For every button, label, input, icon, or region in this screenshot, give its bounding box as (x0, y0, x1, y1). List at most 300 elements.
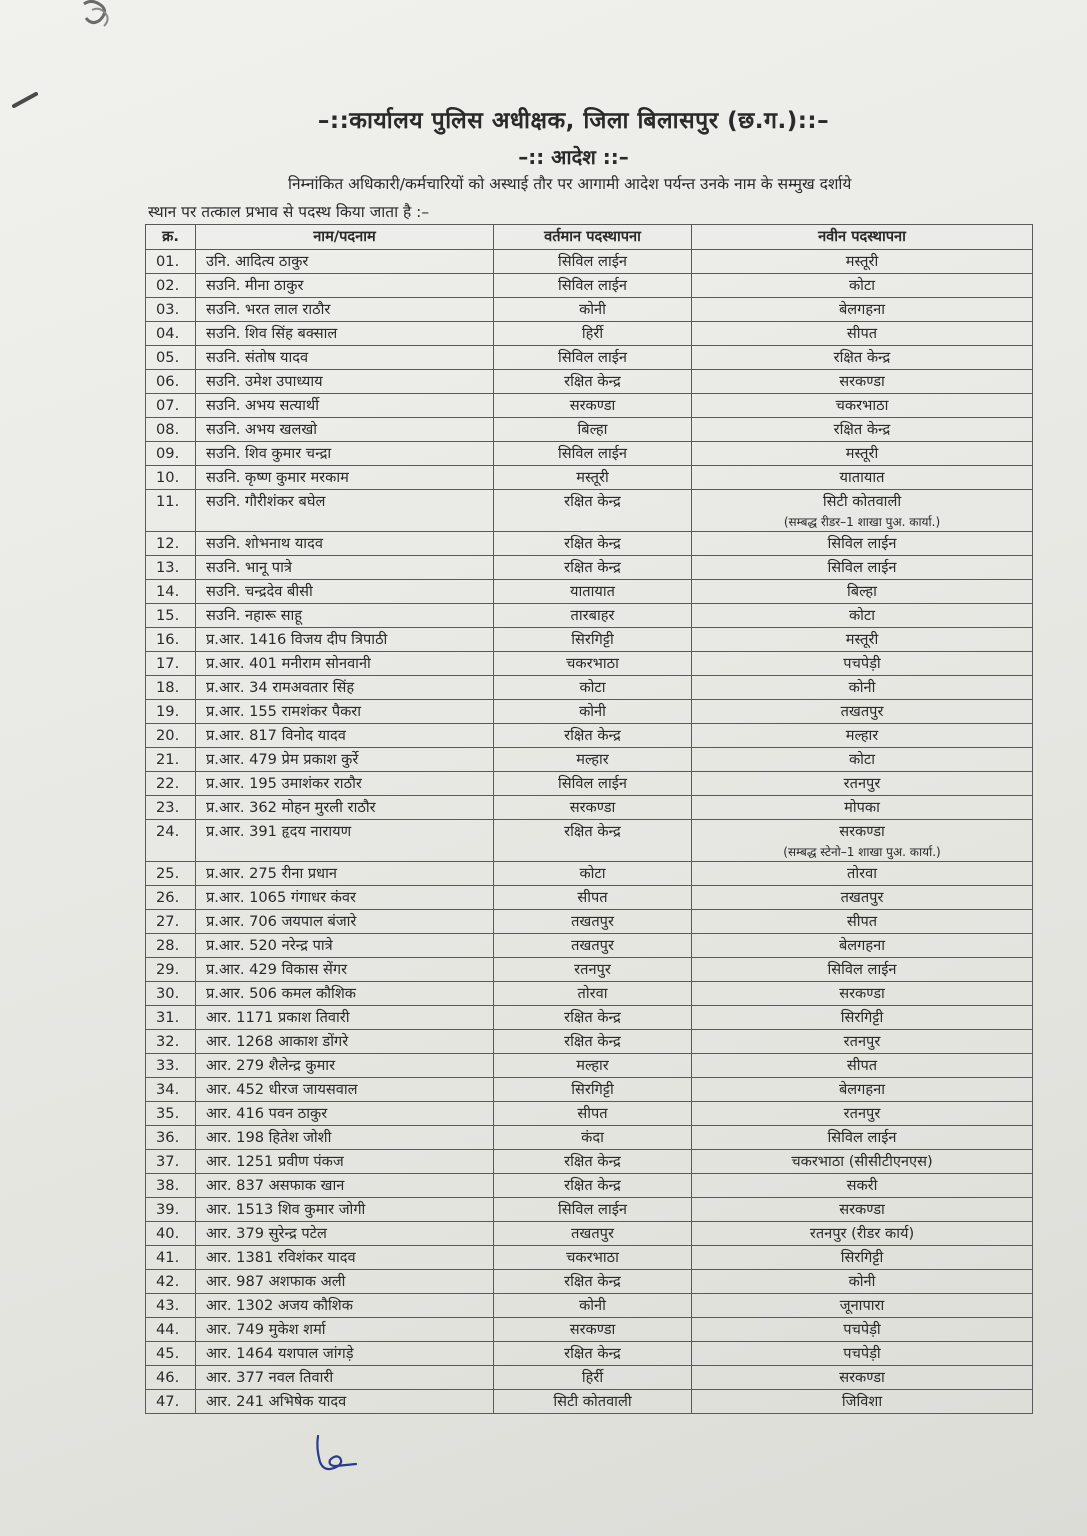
new-posting-cell (692, 346, 1033, 370)
serial-cell (146, 772, 196, 796)
name-cell (196, 1366, 494, 1390)
new-posting-cell (692, 580, 1033, 604)
name-cell (196, 724, 494, 748)
new-posting-cell-text: मस्तूरी (845, 445, 879, 462)
current-posting-cell-text: तखतपुर (571, 937, 614, 954)
new-posting-cell (692, 442, 1033, 466)
name-cell-text: सउनि. शिव कुमार चन्द्रा (206, 445, 332, 462)
serial-cell (146, 1294, 196, 1318)
current-posting-cell-text: तखतपुर (571, 1225, 614, 1242)
table-row (146, 556, 1033, 580)
serial-cell (146, 1126, 196, 1150)
new-posting-cell-text: सरकण्डा (839, 823, 885, 840)
name-cell (196, 1150, 494, 1174)
current-posting-cell-text: सिविल लाईन (557, 775, 627, 792)
table-row (146, 958, 1033, 982)
transfer-table (145, 224, 1033, 1414)
serial-cell (146, 1078, 196, 1102)
new-posting-cell (692, 1006, 1033, 1030)
current-posting-cell (494, 604, 692, 628)
current-posting-cell-text: तोरवा (577, 985, 608, 1002)
current-posting-cell-text: सिरगिट्टी (571, 631, 614, 648)
serial-cell (146, 1366, 196, 1390)
new-posting-cell-text: सीपत (846, 913, 878, 930)
name-cell (196, 394, 494, 418)
new-posting-cell-text: रतनपुर (843, 1033, 881, 1050)
serial-cell-text: 45. (156, 1345, 180, 1362)
current-posting-cell (494, 418, 692, 442)
serial-cell-text: 37. (156, 1153, 180, 1170)
current-posting-cell (494, 862, 692, 886)
current-posting-cell-text: कंदा (581, 1129, 604, 1146)
serial-cell-text: 16. (156, 631, 180, 648)
serial-cell (146, 1222, 196, 1246)
col-header-new-posting: नवीन पदस्थापना (692, 225, 1033, 250)
serial-cell-text: 46. (156, 1369, 180, 1386)
new-posting-cell-text: रक्षित केन्द्र (833, 421, 891, 438)
serial-cell-text: 21. (156, 751, 180, 768)
current-posting-cell-text: सिविल लाईन (557, 445, 627, 462)
table-row (146, 1318, 1033, 1342)
new-posting-cell (692, 418, 1033, 442)
serial-cell (146, 1246, 196, 1270)
col-header-name: नाम/पदनाम (196, 225, 494, 250)
serial-cell-text: 17. (156, 655, 180, 672)
name-cell-text: प्र.आर. 401 मनीराम सोनवानी (206, 655, 371, 672)
serial-cell-text: 11. (156, 493, 180, 510)
table-row (146, 1054, 1033, 1078)
name-cell (196, 1102, 494, 1126)
table-row (146, 322, 1033, 346)
new-posting-cell (692, 1270, 1033, 1294)
serial-cell-text: 07. (156, 397, 180, 414)
serial-cell-text: 27. (156, 913, 180, 930)
new-posting-cell-text: बेलगहना (838, 937, 886, 954)
serial-cell (146, 1174, 196, 1198)
new-posting-cell-text: बेलगहना (838, 1081, 886, 1098)
table-row (146, 250, 1033, 274)
new-posting-cell (692, 1246, 1033, 1270)
current-posting-cell-text: मस्तूरी (576, 469, 609, 486)
name-cell-text: आर. 1251 प्रवीण पंकज (206, 1153, 344, 1170)
current-posting-cell-text: सिविल लाईन (557, 253, 627, 270)
serial-cell-text: 29. (156, 961, 180, 978)
serial-cell-text: 31. (156, 1009, 180, 1026)
new-posting-cell (692, 1342, 1033, 1366)
new-posting-cell-text: कोनी (848, 679, 876, 696)
name-cell (196, 556, 494, 580)
new-posting-cell (692, 958, 1033, 982)
current-posting-cell (494, 490, 692, 532)
new-posting-cell-text: कोनी (848, 1273, 876, 1290)
name-cell (196, 934, 494, 958)
current-posting-cell-text: रक्षित केन्द्र (564, 1345, 621, 1362)
current-posting-cell (494, 466, 692, 490)
table-row (146, 1390, 1033, 1414)
name-cell-text: प्र.आर. 479 प्रेम प्रकाश कुर्रे (206, 751, 359, 768)
name-cell-text: प्र.आर. 195 उमाशंकर राठौर (206, 775, 362, 792)
new-posting-cell (692, 772, 1033, 796)
serial-cell-text: 22. (156, 775, 180, 792)
current-posting-cell (494, 958, 692, 982)
serial-cell-text: 26. (156, 889, 180, 906)
new-posting-cell (692, 982, 1033, 1006)
serial-cell (146, 700, 196, 724)
table-row (146, 394, 1033, 418)
serial-cell-text: 36. (156, 1129, 180, 1146)
current-posting-cell (494, 346, 692, 370)
serial-cell (146, 862, 196, 886)
table-header-row (146, 225, 1033, 250)
serial-cell (146, 1198, 196, 1222)
serial-cell (146, 418, 196, 442)
new-posting-cell (692, 652, 1033, 676)
name-cell (196, 1222, 494, 1246)
current-posting-cell-text: हिर्री (581, 1369, 604, 1386)
serial-cell (146, 370, 196, 394)
new-posting-cell (692, 250, 1033, 274)
current-posting-cell (494, 628, 692, 652)
new-posting-cell-text: मस्तूरी (845, 253, 879, 270)
new-posting-cell (692, 394, 1033, 418)
current-posting-cell-text: रक्षित केन्द्र (564, 1177, 621, 1194)
name-cell (196, 748, 494, 772)
new-posting-cell-text: कोटा (848, 751, 876, 768)
new-posting-cell (692, 1390, 1033, 1414)
table-row (146, 820, 1033, 862)
serial-cell (146, 910, 196, 934)
name-cell-text: आर. 1302 अजय कौशिक (206, 1297, 353, 1314)
current-posting-cell-text: बिल्हा (577, 421, 608, 438)
name-cell-text: प्र.आर. 34 रामअवतार सिंह (206, 679, 355, 696)
name-cell-text: सउनि. अभय खलखो (206, 421, 318, 438)
serial-cell (146, 934, 196, 958)
name-cell (196, 1270, 494, 1294)
serial-cell-text: 47. (156, 1393, 180, 1410)
name-cell-text: सउनि. गौरीशंकर बघेल (206, 493, 326, 510)
current-posting-cell (494, 1006, 692, 1030)
new-posting-cell (692, 700, 1033, 724)
name-cell (196, 580, 494, 604)
table-row (146, 604, 1033, 628)
name-cell-text: प्र.आर. 391 हृदय नारायण (206, 823, 352, 840)
name-cell-text: प्र.आर. 817 विनोद यादव (206, 727, 346, 744)
new-posting-cell (692, 1054, 1033, 1078)
new-posting-cell-text: सिविल लाईन (827, 961, 897, 978)
serial-cell (146, 958, 196, 982)
current-posting-cell-text: तारबाहर (570, 607, 615, 624)
serial-cell-text: 41. (156, 1249, 180, 1266)
name-cell (196, 250, 494, 274)
name-cell (196, 910, 494, 934)
name-cell (196, 628, 494, 652)
table-row (146, 370, 1033, 394)
new-posting-cell (692, 370, 1033, 394)
intro-line-1: निम्नांकित अधिकारी/कर्मचारियों को अस्थाई तौर पर आगामी आदेश पर्यन्त उनके नाम के सम्मुख दर्शाये (288, 175, 852, 193)
serial-cell-text: 13. (156, 559, 180, 576)
col-header-current-posting: वर्तमान पदस्थापना (494, 225, 692, 250)
name-cell (196, 1078, 494, 1102)
new-posting-cell-text: सरकण्डा (839, 1369, 885, 1386)
current-posting-cell-text: सिविल लाईन (557, 349, 627, 366)
serial-cell (146, 982, 196, 1006)
name-cell-text: आर. 1381 रविशंकर यादव (206, 1249, 356, 1266)
serial-cell-text: 01. (156, 253, 180, 270)
current-posting-cell-text: रक्षित केन्द्र (564, 727, 621, 744)
serial-cell-text: 05. (156, 349, 180, 366)
new-posting-cell-text: रक्षित केन्द्र (833, 349, 891, 366)
name-cell (196, 1006, 494, 1030)
name-cell-text: सउनि. मीना ठाकुर (206, 277, 304, 294)
current-posting-cell-text: कोनी (579, 1297, 606, 1314)
current-posting-cell-text: मल्हार (576, 1057, 609, 1074)
serial-cell (146, 1270, 196, 1294)
current-posting-cell-text: रक्षित केन्द्र (564, 823, 621, 840)
name-cell (196, 1342, 494, 1366)
new-posting-cell-text: रतनपुर (843, 775, 881, 792)
current-posting-cell (494, 1150, 692, 1174)
name-cell (196, 652, 494, 676)
current-posting-cell (494, 1078, 692, 1102)
serial-cell-text: 33. (156, 1057, 180, 1074)
current-posting-cell (494, 1126, 692, 1150)
table-row (146, 1342, 1033, 1366)
name-cell (196, 1318, 494, 1342)
current-posting-cell-text: चकरभाठा (566, 655, 619, 672)
current-posting-cell (494, 580, 692, 604)
serial-cell (146, 394, 196, 418)
new-posting-cell (692, 1150, 1033, 1174)
new-posting-cell-text: बिल्हा (847, 583, 877, 600)
new-posting-cell (692, 910, 1033, 934)
serial-cell (146, 580, 196, 604)
current-posting-cell (494, 748, 692, 772)
serial-cell (146, 1390, 196, 1414)
current-posting-cell (494, 820, 692, 862)
table-row (146, 796, 1033, 820)
new-posting-cell-text: सकरी (846, 1177, 878, 1194)
name-cell-text: आर. 379 सुरेन्द्र पटेल (206, 1225, 327, 1242)
new-posting-cell-text: बेलगहना (838, 301, 886, 318)
serial-cell (146, 274, 196, 298)
table-row (146, 628, 1033, 652)
table-row (146, 418, 1033, 442)
current-posting-cell-text: रक्षित केन्द्र (564, 1273, 621, 1290)
serial-cell-text: 24. (156, 823, 180, 840)
new-posting-cell-text: मस्तूरी (845, 631, 879, 648)
name-cell-text: प्र.आर. 706 जयपाल बंजारे (206, 913, 357, 930)
serial-cell (146, 490, 196, 532)
serial-cell-text: 34. (156, 1081, 180, 1098)
name-cell-text: आर. 241 अभिषेक यादव (206, 1393, 347, 1410)
serial-cell (146, 1102, 196, 1126)
serial-cell (146, 1006, 196, 1030)
new-posting-cell (692, 1294, 1033, 1318)
name-cell (196, 1198, 494, 1222)
current-posting-cell-text: रक्षित केन्द्र (564, 559, 621, 576)
new-posting-cell-text: जिविशा (841, 1393, 883, 1410)
name-cell-text: सउनि. कृष्ण कुमार मरकाम (206, 469, 349, 486)
current-posting-cell-text: तखतपुर (571, 913, 614, 930)
new-posting-cell (692, 1366, 1033, 1390)
table-row (146, 1078, 1033, 1102)
current-posting-cell-text: चकरभाठा (566, 1249, 619, 1266)
current-posting-cell (494, 676, 692, 700)
name-cell-text: प्र.आर. 155 रामशंकर पैकरा (206, 703, 362, 720)
current-posting-cell (494, 298, 692, 322)
new-posting-cell (692, 274, 1033, 298)
serial-cell (146, 442, 196, 466)
new-posting-cell-text: कोटा (848, 607, 876, 624)
new-posting-cell-text: पचपेड़ी (843, 655, 881, 672)
table-row (146, 1006, 1033, 1030)
current-posting-cell (494, 796, 692, 820)
new-posting-cell (692, 748, 1033, 772)
name-cell (196, 700, 494, 724)
table-row (146, 490, 1033, 532)
current-posting-cell-text: यातायात (570, 583, 615, 600)
name-cell (196, 796, 494, 820)
col-header-serial: क्र. (146, 225, 196, 250)
table-row (146, 298, 1033, 322)
table-row (146, 1102, 1033, 1126)
new-posting-cell (692, 676, 1033, 700)
name-cell (196, 274, 494, 298)
new-posting-cell (692, 556, 1033, 580)
new-posting-cell (692, 1126, 1033, 1150)
current-posting-cell (494, 934, 692, 958)
new-posting-cell-text: मल्हार (845, 727, 879, 744)
serial-cell-text: 12. (156, 535, 180, 552)
name-cell-text: प्र.आर. 1416 विजय दीप त्रिपाठी (206, 631, 388, 648)
new-posting-cell-text: रतनपुर (843, 1105, 881, 1122)
current-posting-cell (494, 724, 692, 748)
new-posting-cell-text: जूनापारा (839, 1297, 885, 1314)
name-cell (196, 886, 494, 910)
table-row (146, 934, 1033, 958)
handwritten-signature (310, 1428, 370, 1478)
new-posting-cell-text: सिविल लाईन (827, 559, 897, 576)
name-cell (196, 466, 494, 490)
serial-cell-text: 38. (156, 1177, 180, 1194)
new-posting-cell (692, 934, 1033, 958)
table-row (146, 700, 1033, 724)
serial-cell (146, 1054, 196, 1078)
name-cell (196, 820, 494, 862)
name-cell (196, 298, 494, 322)
new-posting-cell-text: सिरगिट्टी (840, 1249, 884, 1266)
current-posting-cell (494, 1174, 692, 1198)
serial-cell (146, 322, 196, 346)
serial-cell-text: 39. (156, 1201, 180, 1218)
current-posting-cell (494, 1342, 692, 1366)
current-posting-cell-text: रक्षित केन्द्र (564, 535, 621, 552)
name-cell (196, 346, 494, 370)
serial-cell (146, 628, 196, 652)
serial-cell-text: 30. (156, 985, 180, 1002)
new-posting-cell (692, 1198, 1033, 1222)
name-cell-text: प्र.आर. 275 रीना प्रधान (206, 865, 338, 882)
new-posting-cell-text: सरकण्डा (839, 373, 885, 390)
name-cell (196, 1030, 494, 1054)
table-row (146, 772, 1033, 796)
current-posting-cell (494, 250, 692, 274)
name-cell-text: प्र.आर. 520 नरेन्द्र पात्रे (206, 937, 333, 954)
new-posting-cell (692, 724, 1033, 748)
name-cell (196, 490, 494, 532)
serial-cell-text: 02. (156, 277, 180, 294)
name-cell (196, 862, 494, 886)
intro-line-2: स्थान पर तत्काल प्रभाव से पदस्थ किया जाता है :– (148, 203, 430, 221)
name-cell-text: सउनि. संतोष यादव (206, 349, 309, 366)
serial-cell (146, 250, 196, 274)
serial-cell (146, 346, 196, 370)
name-cell-text: आर. 452 धीरज जायसवाल (206, 1081, 358, 1098)
name-cell (196, 532, 494, 556)
new-posting-cell-text: सिविल लाईन (827, 535, 897, 552)
order-intro (148, 170, 1018, 226)
table-row (146, 466, 1033, 490)
name-cell-text: सउनि. अभय सत्यार्थी (206, 397, 319, 414)
table-row (146, 982, 1033, 1006)
current-posting-cell-text: सिविल लाईन (557, 277, 627, 294)
new-posting-cell (692, 604, 1033, 628)
table-row (146, 1030, 1033, 1054)
new-posting-cell (692, 532, 1033, 556)
serial-cell-text: 14. (156, 583, 180, 600)
table-row (146, 580, 1033, 604)
table-row (146, 652, 1033, 676)
name-cell (196, 1246, 494, 1270)
table-row (146, 862, 1033, 886)
serial-cell (146, 556, 196, 580)
new-posting-cell-text: सीपत (846, 1057, 878, 1074)
serial-cell-text: 42. (156, 1273, 180, 1290)
table-row (146, 532, 1033, 556)
name-cell-text: आर. 198 हितेश जोशी (206, 1129, 332, 1146)
current-posting-cell (494, 370, 692, 394)
current-posting-cell-text: सरकण्डा (569, 799, 616, 816)
serial-cell (146, 1342, 196, 1366)
name-cell (196, 1126, 494, 1150)
new-posting-cell (692, 298, 1033, 322)
table-row (146, 748, 1033, 772)
table-row (146, 346, 1033, 370)
serial-cell (146, 604, 196, 628)
serial-cell-text: 04. (156, 325, 180, 342)
current-posting-cell (494, 886, 692, 910)
name-cell-text: आर. 1513 शिव कुमार जोगी (206, 1201, 366, 1218)
new-posting-cell-text: सिविल लाईन (827, 1129, 897, 1146)
new-posting-cell-text: पचपेड़ी (843, 1321, 881, 1338)
current-posting-cell-text: रक्षित केन्द्र (564, 373, 621, 390)
serial-cell (146, 652, 196, 676)
name-cell-text: आर. 987 अशफाक अली (206, 1273, 346, 1290)
current-posting-cell-text: रतनपुर (574, 961, 611, 978)
current-posting-cell-text: रक्षित केन्द्र (564, 1009, 621, 1026)
name-cell (196, 1054, 494, 1078)
serial-cell (146, 298, 196, 322)
current-posting-cell-text: रक्षित केन्द्र (564, 1153, 621, 1170)
new-posting-cell (692, 796, 1033, 820)
current-posting-cell-text: कोटा (579, 679, 606, 696)
new-posting-cell (692, 820, 1033, 862)
new-posting-cell (692, 466, 1033, 490)
name-cell-text: प्र.आर. 362 मोहन मुरली राठौर (206, 799, 376, 816)
serial-cell-text: 19. (156, 703, 180, 720)
office-title: –::कार्यालय पुलिस अधीक्षक, जिला बिलासपुर (छ.ग.)::– (317, 108, 830, 134)
current-posting-cell-text: हिर्री (581, 325, 604, 342)
